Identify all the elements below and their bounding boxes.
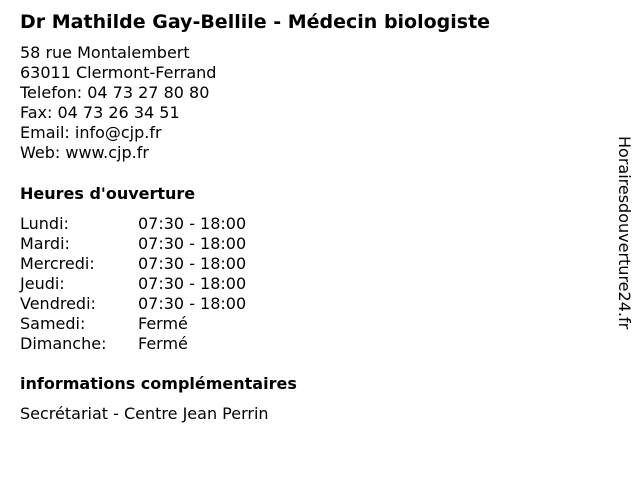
additional-info-heading: informations complémentaires	[20, 374, 297, 393]
opening-hours-heading: Heures d'ouverture	[20, 184, 196, 203]
day-hours: 07:30 - 18:00	[138, 214, 247, 233]
address-city: 63011 Clermont-Ferrand	[20, 63, 217, 82]
day-label: Lundi:	[20, 214, 69, 233]
day-hours: Fermé	[138, 314, 188, 333]
day-hours: 07:30 - 18:00	[138, 274, 247, 293]
hours-row-sunday	[20, 334, 320, 354]
day-label: Vendredi:	[20, 294, 96, 313]
email-address: Email: info@cjp.fr	[20, 123, 162, 142]
day-label: Dimanche:	[20, 334, 107, 353]
hours-row-friday	[20, 294, 320, 314]
hours-row-thursday	[20, 274, 320, 294]
day-label: Jeudi:	[20, 274, 65, 293]
fax-number: Fax: 04 73 26 34 51	[20, 103, 180, 122]
hours-row-tuesday	[20, 234, 320, 254]
phone-number: Telefon: 04 73 27 80 80	[20, 83, 210, 102]
hours-row-saturday	[20, 314, 320, 334]
day-hours: 07:30 - 18:00	[138, 234, 247, 253]
day-label: Mardi:	[20, 234, 70, 253]
website-address: Web: www.cjp.fr	[20, 143, 149, 162]
page-title: Dr Mathilde Gay-Bellile - Médecin biologiste	[20, 11, 491, 33]
day-label: Mercredi:	[20, 254, 95, 273]
hours-row-monday	[20, 214, 320, 234]
opening-hours-table	[20, 214, 320, 354]
day-hours: 07:30 - 18:00	[138, 294, 247, 313]
brand-watermark: Horairesdouverture24.fr	[615, 136, 634, 330]
address-street: 58 rue Montalembert	[20, 43, 190, 62]
hours-row-wednesday	[20, 254, 320, 274]
day-hours: 07:30 - 18:00	[138, 254, 247, 273]
contact-block	[20, 43, 216, 163]
additional-info-text: Secrétariat - Centre Jean Perrin	[20, 404, 269, 423]
day-hours: Fermé	[138, 334, 188, 353]
day-label: Samedi:	[20, 314, 86, 333]
